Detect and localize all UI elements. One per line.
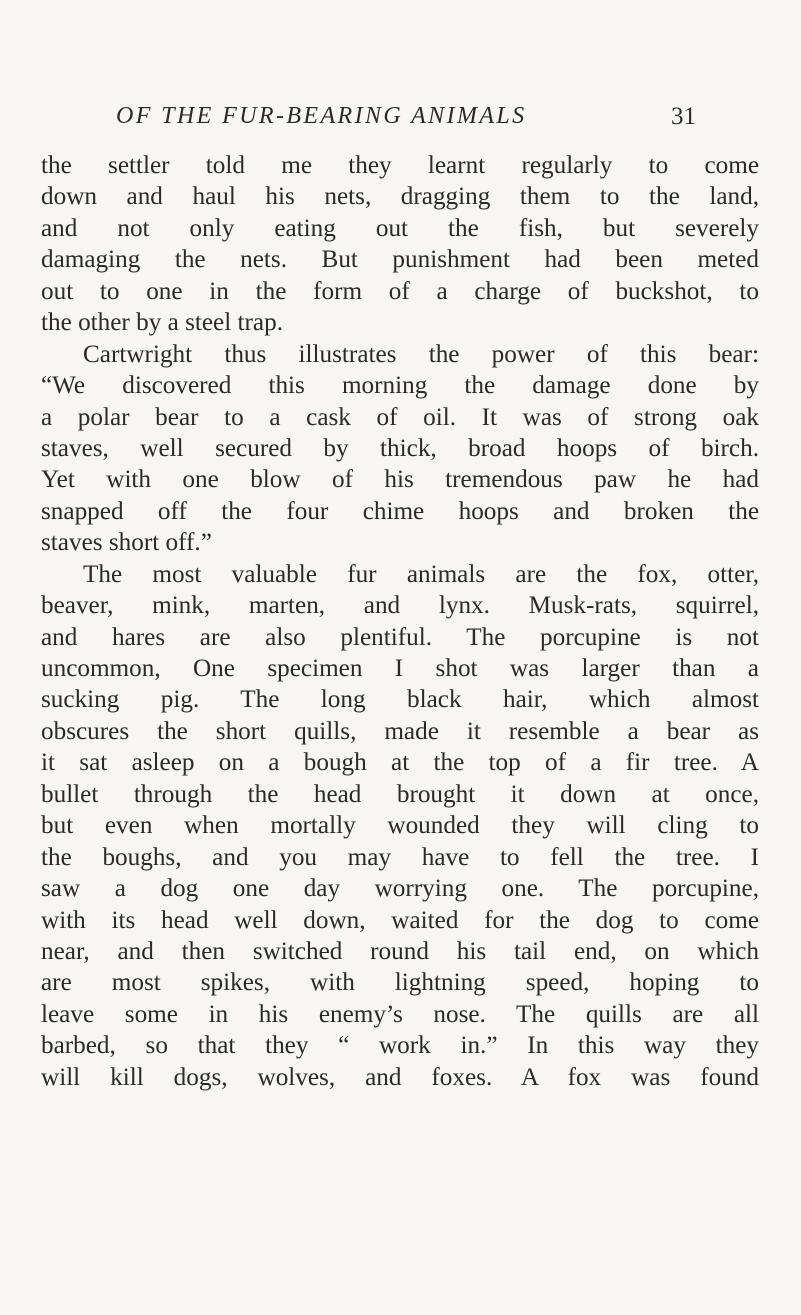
text-line: beaver, mink, marten, and lynx. Musk-rats, squirrel, <box>41 592 759 620</box>
text-line: obscures the short quills, made it resemble a bear as <box>41 717 759 745</box>
text-line: damaging the nets. But punishment had been meted <box>41 246 759 274</box>
text-line: staves, well secured by thick, broad hoops of birch. <box>41 434 759 462</box>
text-line: the settler told me they learnt regularly to come <box>41 152 759 179</box>
text-line: leave some in his enemy’s nose. The quills are all <box>41 1000 759 1028</box>
text-line: the boughs, and you may have to fell the tree. I <box>41 843 759 871</box>
page-number: 31 <box>671 103 696 130</box>
text-line: uncommon, One specimen I shot was larger than a <box>41 655 759 682</box>
text-line: bullet through the head brought it down at once, <box>41 780 759 808</box>
text-line: and not only eating out the fish, but severely <box>41 214 759 242</box>
text-line: will kill dogs, wolves, and foxes. A fox was found <box>41 1063 759 1091</box>
text-line: are most spikes, with lightning speed, hoping to <box>41 969 759 997</box>
text-line: down and haul his nets, dragging them to the land, <box>41 183 759 211</box>
text-line: saw a dog one day worrying one. The porcupine, <box>41 875 759 903</box>
text-line: the other by a steel trap. <box>41 309 283 337</box>
text-line: “We discovered this morning the damage done by <box>41 372 759 400</box>
running-title: OF THE FUR-BEARING ANIMALS <box>116 103 527 129</box>
text-line: with its head well down, waited for the dog to come <box>41 906 759 934</box>
text-line: near, and then switched round his tail end, on which <box>41 937 759 965</box>
text-line: a polar bear to a cask of oil. It was of strong oak <box>41 403 759 431</box>
text-line: staves short off.” <box>41 529 212 557</box>
body-text <box>41 150 759 1093</box>
text-line: out to one in the form of a charge of buckshot, to <box>41 277 759 305</box>
text-line: Cartwright thus illustrates the power of this bear: <box>83 340 759 368</box>
text-line: sucking pig. The long black hair, which almost <box>41 686 759 714</box>
text-line: but even when mortally wounded they will cling to <box>41 812 759 840</box>
text-line: Yet with one blow of his tremendous paw he had <box>41 466 759 494</box>
text-line: and hares are also plentiful. The porcupine is not <box>41 623 759 651</box>
text-line: barbed, so that they “ work in.” In this way they <box>41 1032 759 1060</box>
running-head <box>116 103 696 137</box>
text-line: snapped off the four chime hoops and broken the <box>41 497 759 525</box>
text-line: The most valuable fur animals are the fox, otter, <box>83 560 759 588</box>
text-line: it sat asleep on a bough at the top of a fir tree. A <box>41 749 759 777</box>
